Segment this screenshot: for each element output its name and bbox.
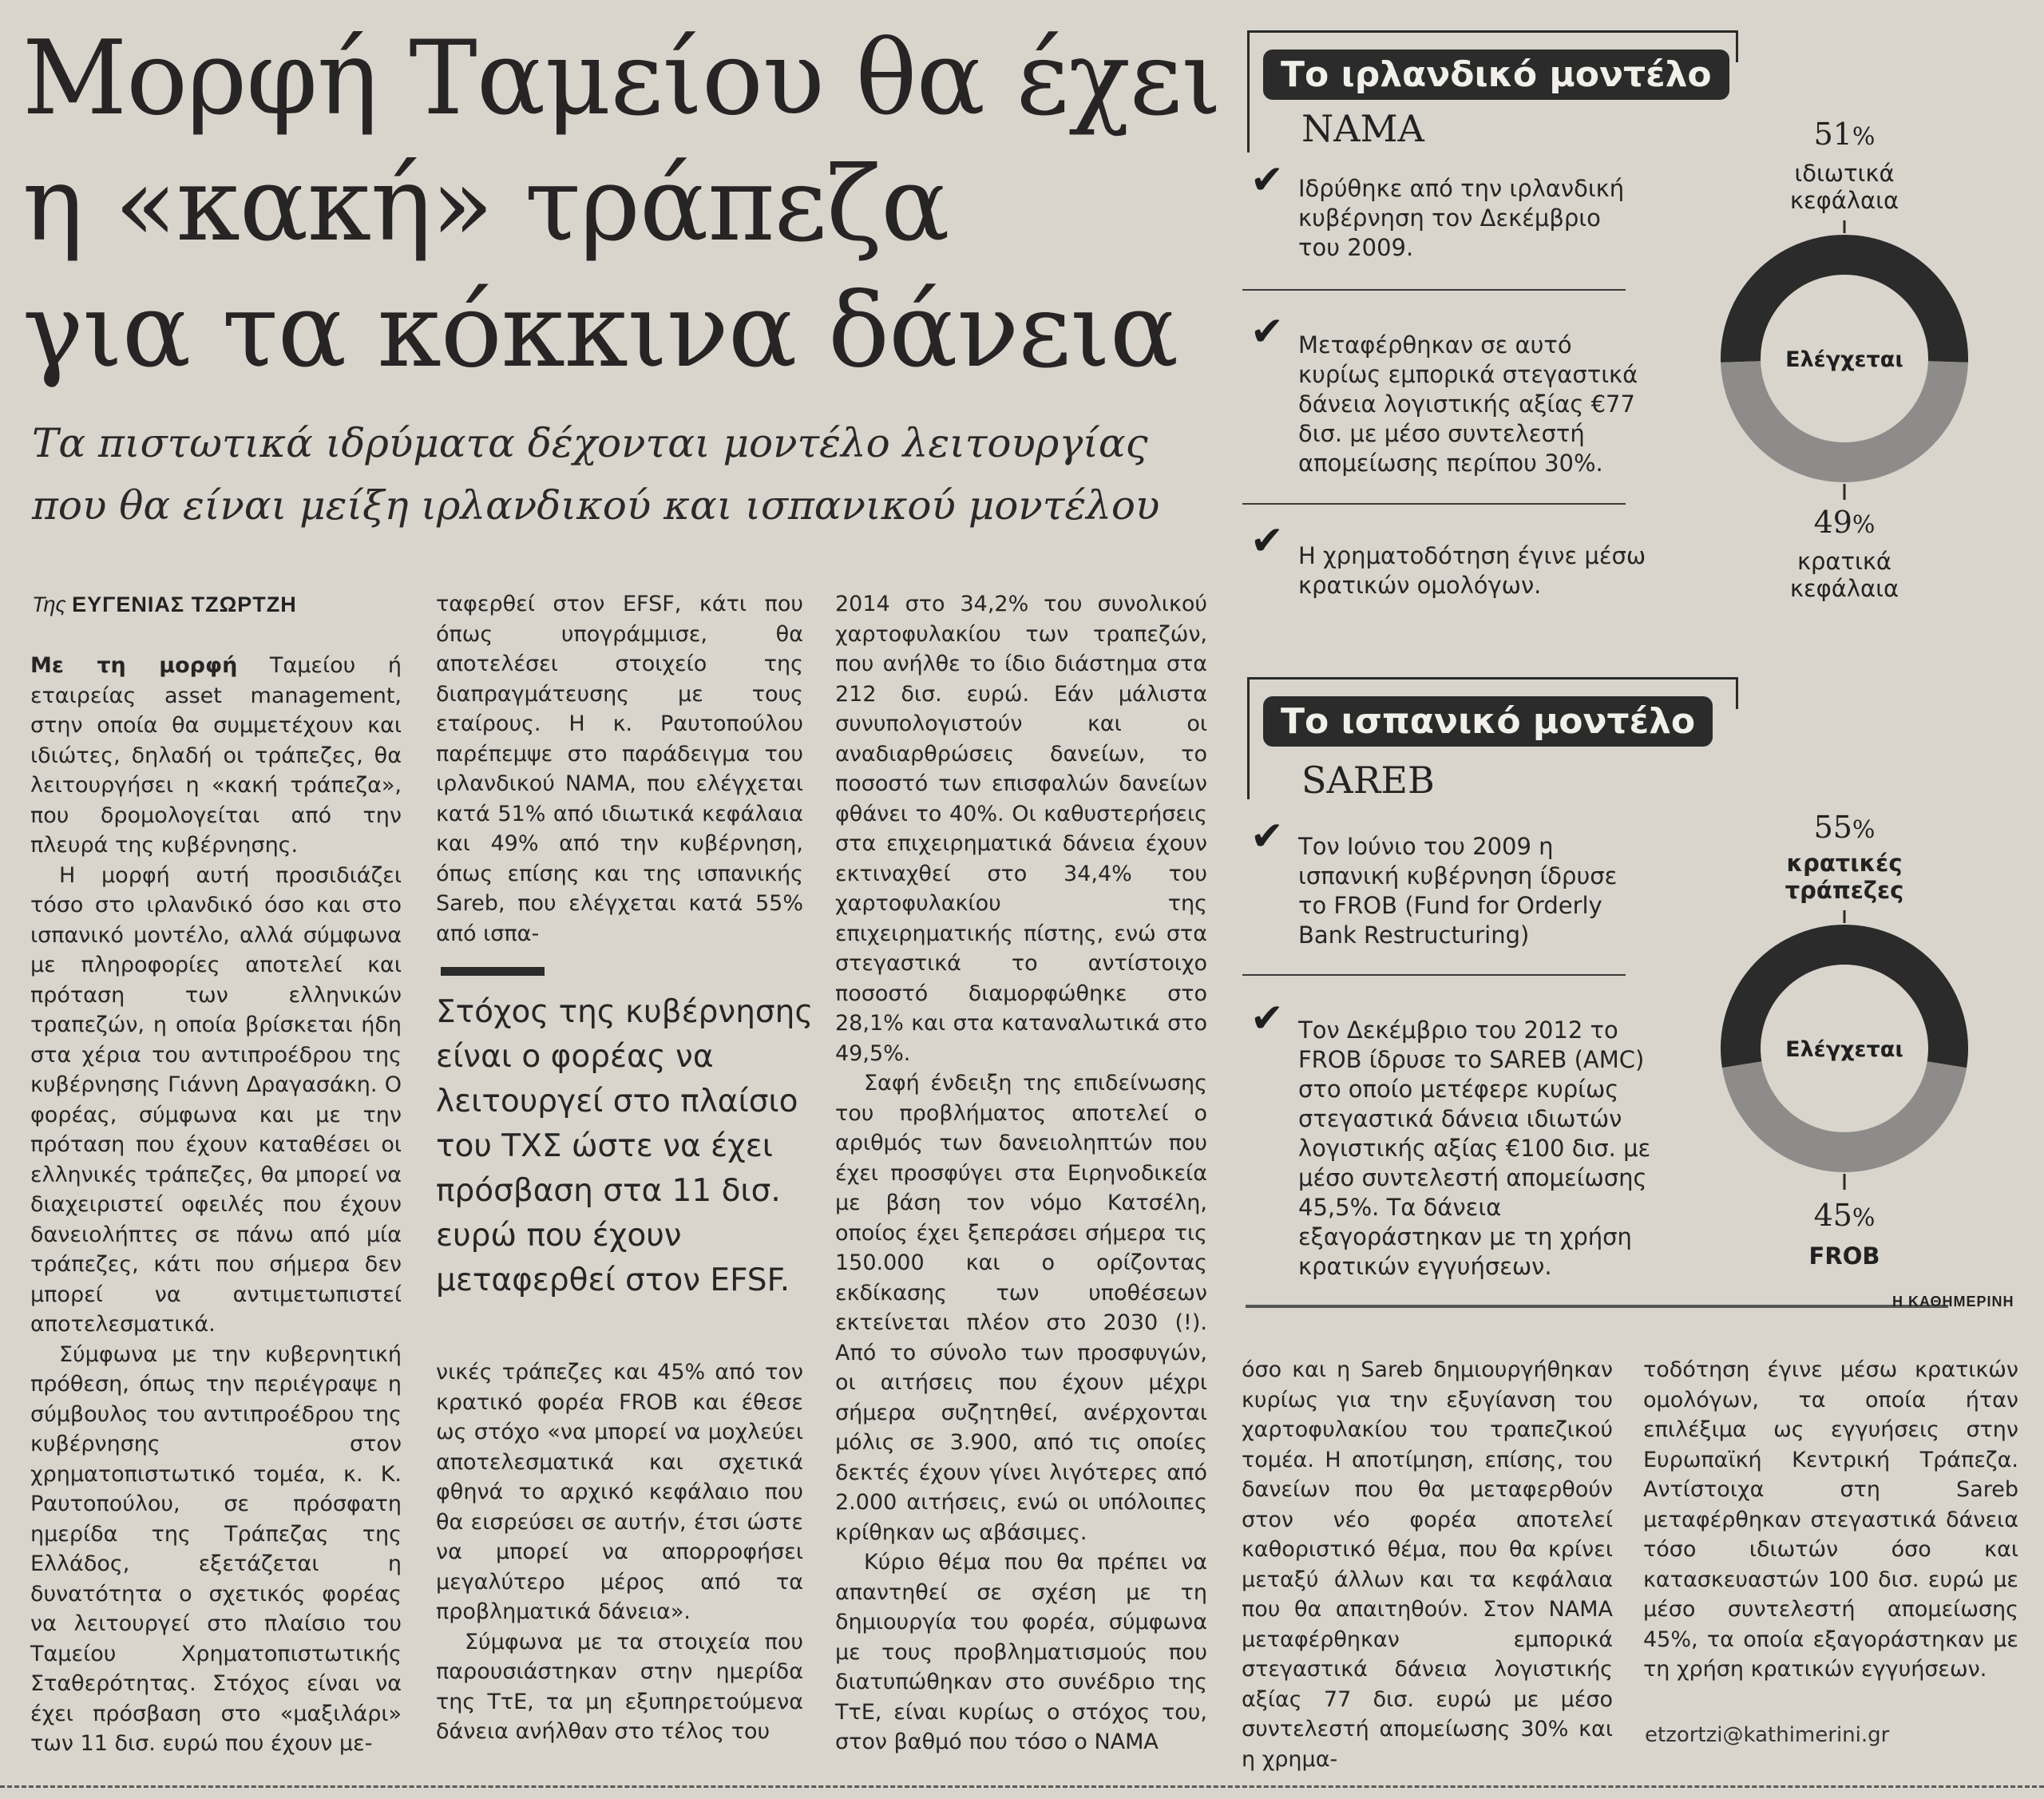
irish-item-3: Η χρηματοδότηση έγινε μέσω κρατικών ομολόγων. — [1298, 542, 1646, 599]
subheadline-line-2: που θα είναι μείξη ιρλανδικού και ισπανικού μοντέλου — [32, 482, 1160, 529]
pullquote: Στόχος της κυβέρνησης είναι ο φορέας να λειτουργεί στο πλαίσιο του ΤΧΣ ώστε να έχει πρόσβαση στα 11 δισ. ευρώ που έχουν μεταφερθεί στον EFSF. — [436, 994, 814, 1298]
paragraph: 2014 στο 34,2% του συνολικού χαρτοφυλακίου των τραπεζών, που ανήλθε το ίδιο διάστημα στα 212 δισ. ευρώ. Εάν μάλιστα συνυπολογιστούν και οι αναδιαρθρώσεις δανείων, το ποσοστό των επισφαλών δανείων φθάνει το 40%. Οι καθυστερήσεις στα επιχειρηματικά δάνεια έχουν εκτιναχθεί στο 34,4% του χαρτοφυλακίου της επιχειρηματικής πίστης, ενώ στα στεγαστικά το αντίστοιχο ποσοστό διαμορφώθηκε στο 28,1% και στα καταναλωτικά στο 49,5%. — [835, 592, 1207, 1066]
spanish-item-2: Τον Δεκέμβριο του 2012 το FROB ίδρυσε το SAREB (AMC) στο οποίο μετέφερε κυρίως στεγαστικά δάνεια ιδιωτών λογιστικής αξίας €100 δισ. με μέσο συντελεστή απομείωσης 45,5%. Τα δάνεια εξαγοράστηκαν με τη χρήση κρατικών εγγυήσεων. — [1298, 1016, 1651, 1280]
paragraph: Σαφή ένδειξη της επιδείνωσης του προβλήματος αποτελεί ο αριθμός των δανειοληπτών που έχει προσφύγει στα Ειρηνοδικεία με βάση τον νόμο Κατσέλη, οποίος έχει ξεπεράσει σήμερα τις 150.000 και ο ορίζοντας εκδίκασης των υποθέσεων εκτείνεται πλέον στο 2030 (!). Από το σύνολο των προσφυγών, οι αιτήσεις που έχουν μέχρι σήμερα συζητηθεί, ανέρχονται μόλις σε 3.900, από τις οποίες δεκτές έχουν γίνει λιγότερες από 2.000 αιτήσεις, ενώ οι υπόλοιπες κρίθηκαν ως αβάσιμες. — [835, 1071, 1207, 1545]
percent-sign: % — [1852, 1204, 1876, 1232]
subheadline — [32, 412, 1214, 537]
donut-segment-top — [1721, 235, 1968, 363]
paragraph: Σύμφωνα με την κυβερνητική πρόθεση, όπως την περιέγραψε η σύμβουλος του αντιπροέδρου της κυβέρνησης στον χρηματοπιστωτικό τομέα, κ. Κ. Ραυτοπούλου, σε πρόσφατη ημερίδα της Τράπεζας της Ελλάδος, εξετάζεται η δυνατότητα ο σχετικός φορέας να λειτουργεί στο πλαίσιο του Ταμείου Χρηματοπιστωτικής Σταθερότητας. Στόχος είναι να έχει πρόσβαση στο «μαξιλάρι» των 11 δισ. ευρώ που έχουν με- — [30, 1341, 402, 1756]
donut-center-label: Ελέγχεται — [1785, 1037, 1903, 1062]
spanish-bottom-percent — [1765, 1198, 1924, 1233]
divider — [1242, 289, 1626, 291]
spanish-top-label: κρατικές τράπεζες — [1785, 850, 1904, 904]
paragraph: νικές τράπεζες και 45% από τον κρατικό φορέα FROB και έθεσε ως στόχο «να μπορεί να μοχλεύει αποτελεσματικά και σχετικά φθηνά το αρχικό κεφάλαιο που θα εισρεύσει σε αυτήν, έτσι ώστε να μπορεί να απορροφήσει μεγαλύτερο μέρος από τα προβληματικά δάνεια». — [436, 1360, 803, 1624]
paragraph: ταφερθεί στον EFSF, κάτι που όπως υπογράμμισε, θα αποτελέσει στοιχείο της διαπραγμάτευσης με τους εταίρους. Η κ. Ραυτοπούλου παρέπεμψε στο παράδειγμα του ιρλανδικού ΝΑΜΑ, που ελέγχεται κατά 51% από ιδιωτικά κεφάλαια και 49% από την κυβέρνηση, όπως επίσης και της ισπανικής Sareb, που ελέγχεται κατά 55% από ισπα- — [436, 592, 803, 946]
donut-segment-bottom — [1722, 1061, 1967, 1172]
author-email: etzortzi@kathimerini.gr — [1645, 1723, 1890, 1747]
divider — [1242, 503, 1626, 505]
paragraph: Κύριο θέμα που θα πρέπει να απαντηθεί σε σχέση με τη δημιουργία του φορέα, σύμφωνα με τους προβληματισμούς που διατυπώθηκαν στο συνέδριο της ΤτΕ, είναι κυρίως ο στόχος του, στον βαθμό που τόσο ο ΝΑΜΑ — [835, 1550, 1207, 1754]
percent-sign: % — [1852, 123, 1876, 151]
irish-item-1: Ιδρύθηκε από την ιρλανδική κυβέρνηση τον Δεκέμβριο του 2009. — [1298, 175, 1625, 261]
irish-top-label: ιδιωτικά κεφάλαια — [1789, 160, 1899, 214]
paragraph — [30, 651, 402, 861]
irish-box-edge — [1736, 30, 1738, 62]
byline-author: ΕΥΓΕΝΙΑΣ ΤΖΩΡΤΖΗ — [72, 592, 297, 616]
spanish-model-title: Το ισπανικό μοντέλο — [1263, 696, 1713, 747]
irish-bottom-value: 49 — [1813, 505, 1852, 540]
spanish-box-edge — [1736, 677, 1738, 709]
divider — [1242, 974, 1626, 976]
irish-top-percent — [1765, 117, 1924, 152]
spanish-top-value: 55 — [1813, 810, 1852, 845]
article-column-5 — [1643, 1355, 2018, 1685]
article-column-2-bottom — [436, 1357, 803, 1747]
spanish-top-percent — [1765, 810, 1924, 845]
subheadline-line-1: Τα πιστωτικά ιδρύματα δέχονται μοντέλο λειτουργίας — [32, 420, 1148, 466]
spanish-item-1: Τον Ιούνιο του 2009 η ισπανική κυβέρνηση ίδρυσε το FROB (Fund for Orderly Bank Restructuring) — [1298, 833, 1618, 949]
pullquote-rule — [441, 967, 545, 976]
byline — [32, 592, 297, 617]
graphic-bottom-rule — [1246, 1305, 1948, 1308]
check-icon: ✔ — [1250, 157, 1284, 203]
headline-line-2: η «κακή» τράπεζα — [22, 145, 949, 264]
article-column-3 — [835, 589, 1207, 1757]
irish-ownership-donut — [1717, 220, 1972, 500]
irish-entity-name: ΝΑΜΑ — [1301, 107, 1424, 150]
irish-item-2: Μεταφέρθηκαν σε αυτό κυρίως εμπορικά στεγαστικά δάνεια λογιστικής αξίας €77 δισ. με μέσο συντελεστή απομείωσης περίπου 30%. — [1298, 331, 1638, 477]
percent-sign: % — [1852, 816, 1876, 844]
spanish-bottom-label: FROB — [1808, 1242, 1880, 1270]
page-cut-line — [0, 1785, 2044, 1788]
paragraph-text: Ταμείου ή εταιρείας asset management, στην οποία θα συμμετέχουν και ιδιώτες, δηλαδή οι τράπεζες, θα λειτουργήσει η «κακή τράπεζα», που δρομολογείται από την πλευρά της κυβέρνησης. — [30, 653, 402, 858]
check-icon: ✔ — [1250, 517, 1284, 564]
check-icon: ✔ — [1250, 995, 1284, 1041]
paragraph: Η μορφή αυτή προσιδιάζει τόσο στο ιρλανδικό όσο και στο ισπανικό μοντέλο, αλλά σύμφωνα με πληροφορίες αποτελεί και πρόταση των ελληνικών τραπεζών, η οποία βρίσκεται ήδη στα χέρια του αντιπροέδρου της κυβέρνησης Γιάννη Δραγασάκη. Ο φορέας, σύμφωνα και με την πρόταση που έχουν καταθέσει οι ελληνικές τράπεζες, θα μπορεί να διαχειριστεί οφειλές που έχουν δανειολήπτες σε πάνω από μία τράπεζες, κάτι που σήμερα δεν μπορεί να αντιμετωπιστεί αποτελεσματικά. — [30, 862, 402, 1337]
irish-bottom-percent — [1765, 505, 1924, 540]
irish-top-value: 51 — [1813, 117, 1852, 152]
donut-segment-bottom — [1721, 361, 1968, 482]
article-column-4 — [1242, 1355, 1613, 1774]
percent-sign: % — [1852, 511, 1876, 539]
irish-bottom-label: κρατικά κεφάλαια — [1789, 548, 1899, 602]
paragraph: όσο και η Sareb δημιουργήθηκαν κυρίως για την εξυγίανση του χαρτοφυλακίου του τραπεζικού τομέα. Η αποτίμηση, επίσης, του δανείων που θα μεταφερθούν στον νέο φορέα αποτελεί καθοριστικό θέμα, που θα κρίνει μεταξύ άλλων και τα κεφάλαια που θα απαιτηθούν. Στον ΝΑΜΑ μεταφέρθηκαν εμπορικά στεγαστικά δάνεια λογιστικής αξίας 77 δισ. ευρώ με μέσο συντελεστή απομείωσης 30% και η χρημα- — [1242, 1357, 1613, 1772]
byline-prefix: Της — [32, 592, 66, 616]
article-column-1 — [30, 651, 402, 1759]
headline-line-3: για τα κόκκινα δάνεια — [22, 271, 1178, 390]
spanish-ownership-donut — [1717, 910, 1972, 1190]
check-icon: ✔ — [1250, 813, 1284, 859]
spanish-entity-name: SAREB — [1301, 759, 1435, 802]
article-column-2-top — [436, 589, 803, 949]
headline — [22, 16, 1220, 394]
irish-model-title: Το ιρλανδικό μοντέλο — [1263, 50, 1729, 100]
check-icon: ✔ — [1250, 308, 1284, 355]
paragraph: Σύμφωνα με τα στοιχεία που παρουσιάστηκαν στην ημερίδα της ΤτΕ, τα μη εξυπηρετούμενα δάνεια ανήλθαν στο τέλος του — [436, 1629, 803, 1744]
lead-in: Με τη μορφή — [30, 653, 238, 678]
headline-line-1: Μορφή Ταμείου θα έχει — [22, 19, 1221, 138]
paragraph: τοδότηση έγινε μέσω κρατικών ομολόγων, τα οποία ήταν επιλέξιμα ως εγγυήσεις στην Ευρωπαϊκή Κεντρική Τράπεζα. Αντίστοιχα στη Sareb μεταφέρθηκαν στεγαστικά δάνεια τόσο ιδιωτών όσο και κατασκευαστών 100 δισ. ευρώ με μέσο συντελεστή απομείωσης 45%, τα οποία εξαγοράστηκαν με τη χρήση κρατικών εγγυήσεων. — [1643, 1357, 2018, 1682]
spanish-bottom-value: 45 — [1813, 1198, 1852, 1233]
donut-center-label: Ελέγχεται — [1785, 347, 1903, 372]
graphic-credit: Η ΚΑΘΗΜΕΡΙΝΗ — [1892, 1294, 2014, 1310]
